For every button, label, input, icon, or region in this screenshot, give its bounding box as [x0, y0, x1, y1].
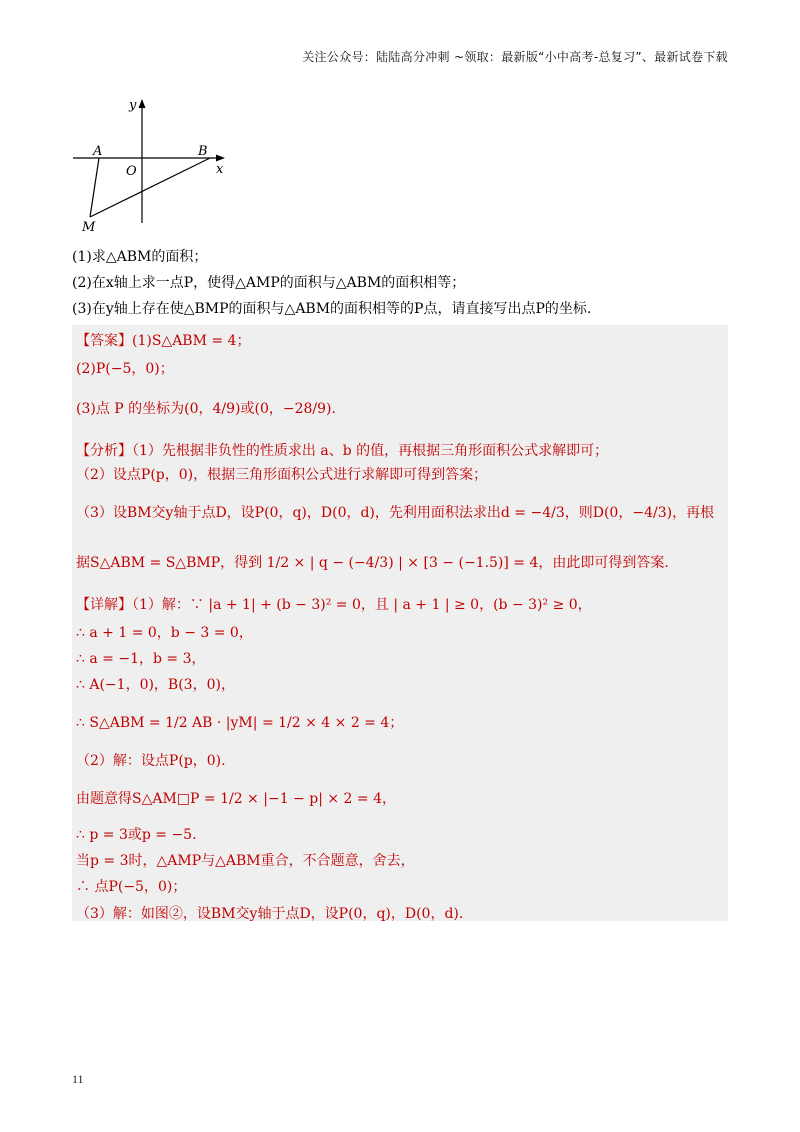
- detail-line-8: ∴ p = 3或p = −5.: [76, 827, 197, 843]
- x-axis-arrow: [216, 155, 225, 162]
- detail-line-9: 当p = 3时，△AMP与△ABM重合，不合题意，舍去，: [76, 853, 415, 869]
- detail-line-7: 由题意得S△AM□P = 1/2 × |−1 − p| × 2 = 4，: [76, 791, 396, 807]
- detail-1-text: （1）解：∵ |a + 1| + (b − 3)² = 0，且 | a + 1 | ≥ 0，(b − 3)² ≥ 0，: [132, 597, 592, 613]
- detail-line-4: ∴ A(−1，0)，B(3，0)，: [76, 677, 235, 693]
- label-o: O: [126, 164, 137, 179]
- label-a: A: [93, 144, 103, 159]
- answer-line-3: (3)点 P 的坐标为(0，4/9)或(0，−28/9).: [76, 401, 336, 417]
- analysis-line-4: 据S△ABM = S△BMP，得到 1/2 × | q − (−4/3) | × [3 − (−1.5)] = 4，由此即可得到答案.: [76, 555, 669, 571]
- segment-mb: [90, 158, 210, 217]
- detail-line-11: （3）解：如图②，设BM交y轴于点D，设P(0，q)，D(0，d).: [76, 906, 464, 922]
- detail-line-1: [76, 594, 592, 614]
- answer-line-1: [76, 330, 250, 350]
- label-b: B: [198, 144, 208, 159]
- analysis-line-3: （3）设BM交y轴于点D，设P(0，q)，D(0，d)，先利用面积法求出d = −4/3，则D(0，−4/3)，再根: [76, 505, 715, 521]
- y-axis-arrow: [139, 99, 146, 108]
- question-2: (2)在x轴上求一点P，使得△AMP的面积与△ABM的面积相等；: [72, 275, 466, 291]
- coordinate-figure: [70, 95, 240, 235]
- detail-line-10: ∴ 点P(−5，0)；: [76, 879, 187, 895]
- detail-tag: 【详解】: [76, 597, 132, 613]
- question-1: (1)求△ABM的面积；: [72, 249, 208, 265]
- coordinate-diagram: [70, 95, 240, 235]
- detail-line-2: ∴ a + 1 = 0，b − 3 = 0，: [76, 625, 253, 641]
- segment-am: [90, 158, 99, 217]
- answer-line-2: (2)P(−5，0)；: [76, 361, 174, 377]
- detail-line-6: （2）解：设点P(p，0).: [76, 753, 226, 769]
- detail-line-3: ∴ a = −1，b = 3，: [76, 651, 206, 667]
- label-y: y: [129, 98, 137, 113]
- detail-line-5: ∴ S△ABM = 1/2 AB · |yM| = 1/2 × 4 × 2 = 4；: [76, 715, 404, 731]
- analysis-line-2: （2）设点P(p，0)，根据三角形面积公式进行求解即可得到答案；: [76, 467, 488, 483]
- analysis-tag: 【分析】: [76, 443, 132, 459]
- analysis-line-1: [76, 440, 608, 460]
- label-x: x: [216, 162, 224, 177]
- answer-1-text: (1)S△ABM = 4；: [132, 333, 251, 349]
- question-3: (3)在y轴上存在使△BMP的面积与△ABM的面积相等的P点，请直接写出点P的坐标.: [72, 301, 592, 317]
- answer-tag: 【答案】: [76, 333, 132, 349]
- page-number: 11: [72, 1072, 84, 1086]
- label-m: M: [82, 220, 96, 235]
- analysis-1-text: （1）先根据非负性的性质求出 a、b 的值，再根据三角形面积公式求解即可；: [132, 443, 609, 459]
- page-header: 关注公众号：陆陆高分冲刺 ~领取：最新版“小中高考-总复习”、最新试卷下载: [302, 50, 728, 64]
